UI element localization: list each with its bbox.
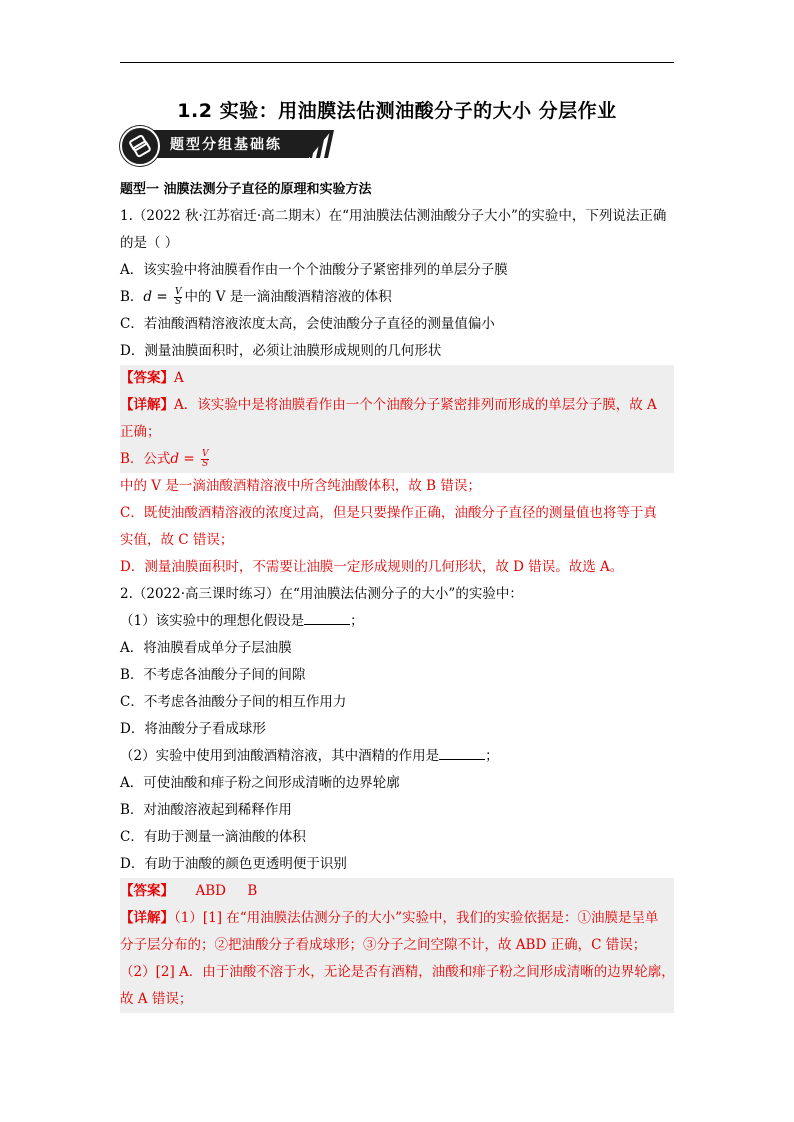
banner-logo-icon (120, 126, 160, 166)
q2-sub1-option-a: A．将油膜看成单分子层油膜 (120, 640, 292, 656)
detail-text: （1）[1] 在“用油膜法估测分子的大小”实验中，我们的实验依据是：①油膜是呈单 (174, 910, 659, 926)
q2-detail-line4: 故 A 错误； (120, 986, 674, 1013)
page-title: 1.2 实验：用油膜法估测油酸分子的大小 分层作业 (177, 100, 617, 122)
q1-detail-a-line1 (120, 392, 674, 419)
fraction-numerator: V (201, 449, 209, 459)
detail-label: 【详解】 (120, 397, 174, 413)
q1-detail-a-line2: 正确； (120, 419, 674, 446)
q2-sub1-option-d: D．将油酸分子看成球形 (120, 721, 266, 737)
q1-detail-d: D．测量油膜面积时，不需要让油膜一定形成规则的几何形状，故 D 错误。故选 A。 (120, 559, 624, 575)
banner-stripes (310, 130, 340, 158)
q2-sub1-option-c: C．不考虑各油酸分子间的相互作用力 (120, 694, 347, 710)
detail-b-prefix: B．公式 (120, 451, 171, 467)
q2-sub2-prompt: （2）实验中使用到油酸酒精溶液，其中酒精的作用是 (120, 748, 440, 764)
q1-option-b (120, 284, 674, 311)
q1-option-a: A．该实验中将油膜看作由一个个油酸分子紧密排列的单层分子膜 (120, 262, 508, 278)
q1-option-b-fraction (174, 288, 183, 307)
answer-label: 【答案】 (120, 883, 174, 899)
answer-value: A (174, 370, 184, 386)
fraction-denominator: S (175, 297, 182, 307)
q2-sub2-option-b: B．对油酸溶液起到稀释作用 (120, 802, 292, 818)
q2-sub1-option-b: B．不考虑各油酸分子间的间隙 (120, 667, 306, 683)
detail-b-formula: d = (170, 451, 199, 467)
q1-option-c: C．若油酸酒精溶液浓度太高，会使油酸分子直径的测量值偏小 (120, 316, 495, 332)
q1-answer (120, 365, 674, 392)
answer-blank (304, 610, 350, 625)
detail-label: 【详解】 (120, 910, 174, 926)
detail-text: A．该实验中是将油膜看作由一个个油酸分子紧密排列而形成的单层分子膜，故 A (174, 397, 657, 413)
q2-sub2 (120, 743, 674, 770)
q1-detail-c-line2: 实值，故 C 错误； (120, 532, 234, 548)
q2-sub2-option-c: C．有助于测量一滴油酸的体积 (120, 829, 306, 845)
q2-sub1-punct: ； (350, 613, 364, 629)
answer-blank (439, 745, 485, 760)
q1-option-b-formula: d = (143, 289, 172, 305)
q2-detail-line2: 分子层分布的；②把油酸分子看成球形；③分子之间空隙不计，故 ABD 正确，C 错误； (120, 932, 674, 959)
answer-value: ABD B (174, 883, 258, 899)
q1-option-d: D．测量油膜面积时，必须让油膜形成规则的几何形状 (120, 343, 442, 359)
q2-sub1 (120, 608, 674, 635)
q1-stem-line2: 的是（ ） (120, 235, 179, 251)
detail-b-fraction (201, 450, 210, 469)
q2-sub2-punct: ； (485, 748, 499, 764)
q1-option-b-prefix: B． (120, 289, 144, 305)
q1-detail-c-line1: C．既使油酸酒精溶液的浓度过高，但是只要操作正确，油酸分子直径的测量值也将等于真 (120, 505, 657, 521)
q2-detail-line1 (120, 905, 674, 932)
q1-stem-line1: 1.（2022 秋·江苏宿迁·高二期末）在“用油膜法估测油酸分子大小”的实验中，下列说法正确 (120, 208, 667, 224)
section-heading: 题型一 油膜法测分子直径的原理和实验方法 (120, 182, 372, 197)
q2-sub2-option-a: A．可使油酸和痱子粉之间形成清晰的边界轮廓 (120, 775, 400, 791)
q2-sub1-prompt: （1）该实验中的理想化假设是 (120, 613, 305, 629)
document-body (120, 176, 674, 1013)
q1-detail-b-line2: 中的 V 是一滴油酸酒精溶液中所含纯油酸体积，故 B 错误； (120, 478, 481, 494)
banner-label: 题型分组基础练 (170, 137, 282, 153)
answer-label: 【答案】 (120, 370, 174, 386)
q1-option-b-suffix: 中的 V 是一滴油酸酒精溶液的体积 (184, 289, 392, 305)
q1-detail-b-line1 (120, 446, 674, 473)
fraction-numerator: V (174, 287, 182, 297)
fraction-denominator: S (202, 459, 209, 469)
q2-sub2-option-d: D．有助于油酸的颜色更透明便于识别 (120, 856, 347, 872)
section-banner (120, 126, 335, 162)
q2-stem: 2.（2022·高三课时练习）在“用油膜法估测分子的大小”的实验中： (120, 586, 523, 602)
q2-answer (120, 878, 674, 905)
q2-detail-line3: （2）[2] A．由于油酸不溶于水，无论是否有酒精，油酸和痱子粉之间形成清晰的边界轮廓， (120, 959, 674, 986)
header-rule (120, 62, 674, 63)
